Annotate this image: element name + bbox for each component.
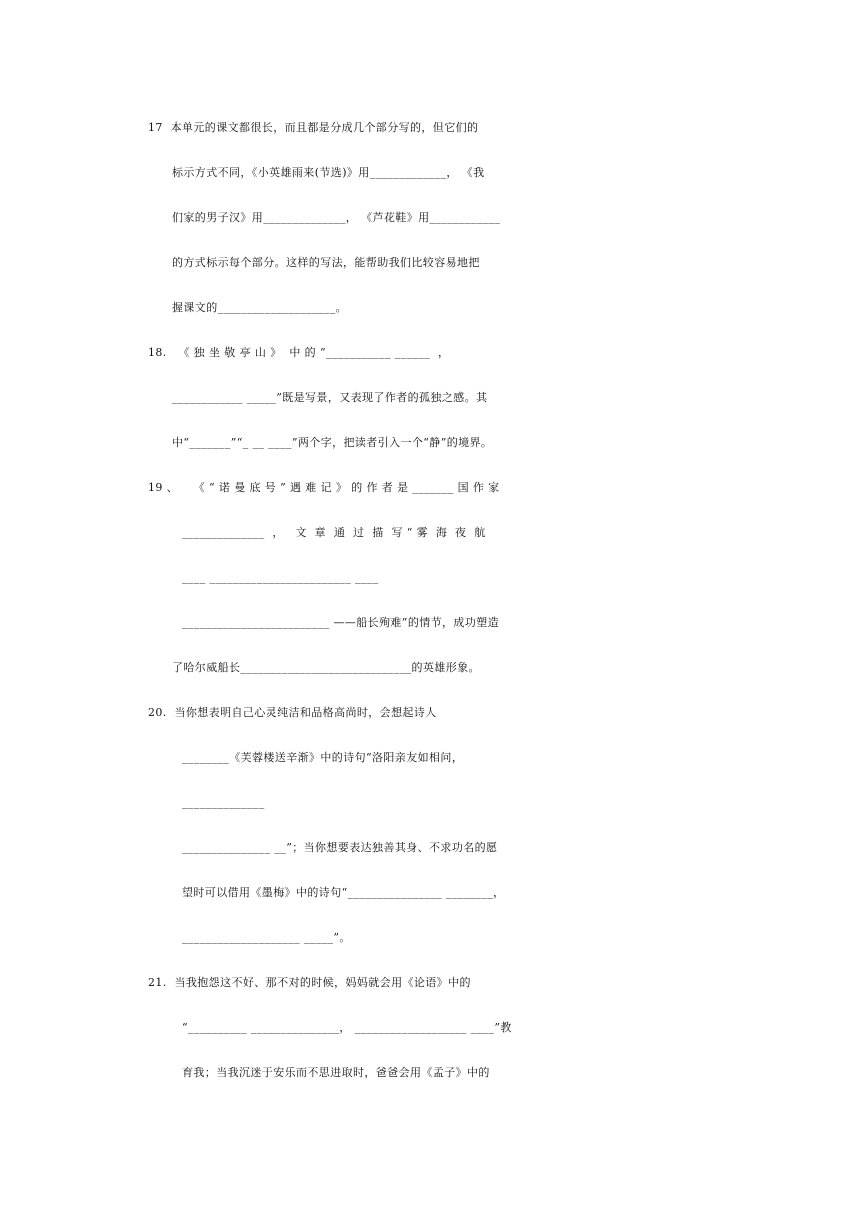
- q20-line-1: 20. 当你想表明自己心灵纯洁和品格高尚时，会想起诗人: [148, 706, 437, 719]
- q21-line-1: 21. 当我抱怨这不好、那不对的时候，妈妈就会用《论语》中的: [148, 976, 471, 989]
- q17-line-2: 标示方式不同，《小英雄雨来(节选)》用_____________， 《我: [172, 166, 485, 179]
- q19-line-5: 了哈尔威船长_____________________________的英雄形象。: [172, 661, 480, 674]
- q17-line-3: 们家的男子汉》用______________， 《芦花鞋》用____________: [172, 211, 501, 224]
- q19-line-2: ______________ ， 文 章 通 过 描 写 “ 雾 海 夜 航: [182, 526, 486, 539]
- q21-line-3: 育我；当我沉迷于安乐而不思进取时，爸爸会用《孟子》中的: [182, 1066, 490, 1079]
- q20-line-3: ______________: [182, 796, 265, 809]
- q18-line-3: 中“_______”“_ __ ____”两个字，把读者引入一个“静”的境界。: [172, 436, 493, 449]
- q21-line-2: “__________ _______________， ___________________ ____”教: [182, 1021, 512, 1034]
- q19-line-4: _________________________ ——船长殉难”的情节，成功塑造: [182, 616, 500, 629]
- q17-line-1: 17 本单元的课文都很长，而且都是分成几个部分写的，但它们的: [148, 121, 479, 134]
- q19-line-3: ____ ________________________ ____: [182, 571, 379, 584]
- q17-line-5: 握课文的____________________。: [172, 301, 347, 314]
- q18-line-2: ____________ _____”既是写景，又表现了作者的孤独之感。其: [172, 391, 488, 404]
- q20-line-2: ________《芙蓉楼送辛渐》中的诗句“洛阳亲友如相问，: [182, 751, 464, 764]
- q20-line-6: ____________________ _____”。: [182, 931, 351, 944]
- q20-line-4: _______________ __”；当你想要表达独善其身、不求功名的愿: [182, 841, 498, 854]
- q19-line-1: 19 、 《 “ 诺 曼 底 号 ” 遇 难 记 》 的 作 者 是 _______ 国 作 家: [148, 481, 500, 494]
- q18-line-1: 18. 《 独 坐 敬 亭 山 》 中 的 “___________ ______ ，: [148, 346, 450, 359]
- q17-line-4: 的方式标示每个部分。这样的写法，能帮助我们比较容易地把: [172, 256, 480, 269]
- q20-line-5: 望时可以借用《墨梅》中的诗句“________________ ________，: [182, 886, 505, 899]
